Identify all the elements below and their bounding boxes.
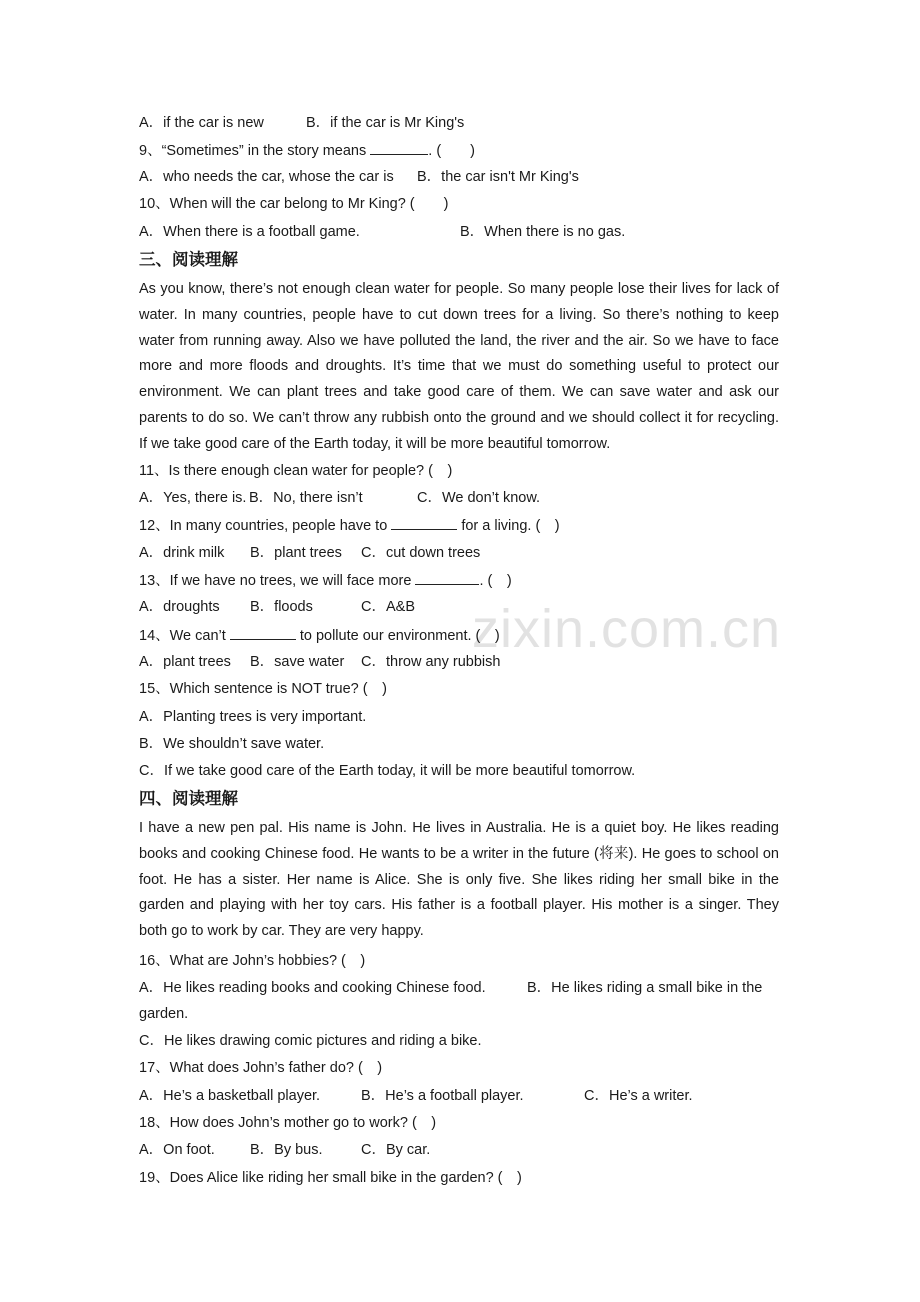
q13-options (139, 597, 415, 617)
q14-options (139, 652, 501, 672)
q15-option-b: B．We shouldn’t save water. (139, 736, 325, 752)
q17-stem: 17、What does John’s father do? ( ) (139, 1060, 383, 1076)
q13-option-a: A．droughts (139, 599, 220, 615)
q11-option-c: C．We don’t know. (417, 490, 541, 506)
q12-option-a: A．drink milk (139, 545, 225, 561)
q15-option-c: C．If we take good care of the Earth today, it will be more beautiful tomorrow. (139, 763, 636, 779)
q13-option-b: B．floods (250, 599, 313, 615)
q11-options (139, 488, 541, 508)
q18-stem: 18、How does John’s mother go to work? ( ) (139, 1115, 437, 1131)
answer-blank (230, 625, 296, 640)
q16-stem: 16、What are John’s hobbies? ( ) (139, 953, 366, 969)
q10-options (139, 222, 626, 242)
q16-option-a: A．He likes reading books and cooking Chinese food. (139, 980, 486, 996)
q18-option-c: C．By car. (361, 1142, 431, 1158)
q16-options-row1 (139, 978, 763, 998)
section-4-heading: 四、阅读理解 (139, 789, 238, 808)
q10-option-b: B．When there is no gas. (460, 224, 626, 240)
q12-option-c: C．cut down trees (361, 545, 481, 561)
q16-option-c: C．He likes drawing comic pictures and riding a bike. (139, 1033, 482, 1049)
q14-option-b: B．save water (250, 654, 345, 670)
q16-option-b: B．He likes riding a small bike in the (527, 980, 763, 996)
q17-option-b: B．He’s a football player. (361, 1088, 524, 1104)
q19-stem: 19、Does Alice like riding her small bike in the garden? ( ) (139, 1170, 522, 1186)
q13-stem: 13、If we have no trees, we will face more . ( ) (139, 570, 512, 591)
answer-blank (391, 515, 457, 530)
q12-option-b: B．plant trees (250, 545, 342, 561)
q14-option-a: A．plant trees (139, 654, 231, 670)
q12-options (139, 543, 481, 563)
q13-option-c: C．A&B (361, 599, 415, 615)
q8-options (139, 113, 465, 133)
q11-option-a: A．Yes, there is. (139, 490, 247, 506)
q9-option-a: A．who needs the car, whose the car is (139, 169, 394, 185)
q18-options (139, 1140, 431, 1160)
q10-stem: 10、When will the car belong to Mr King? ( ) (139, 196, 449, 212)
answer-blank (370, 140, 428, 155)
q16-option-b-cont: garden. (139, 1006, 189, 1022)
q14-stem: 14、We can’t to pollute our environment. ( ) (139, 625, 500, 646)
q9-stem: 9、“Sometimes” in the story means . ( ) (139, 140, 475, 161)
section-3-heading: 三、阅读理解 (139, 250, 238, 269)
section-3-passage: As you know, there’s not enough clean water for people. So many people lose their lives for lack of water. In many countries, people have to cut down trees for a living. So there’s nothing to keep water from running away. Also we have polluted the land, the river and the air. So we have to face more and more floods and droughts. It’s time that we must do something useful to protect our environment. We can plant trees and take good care of them. We can save water and ask our parents to do so. We can’t throw any rubbish onto the ground and we should collect it for recycling. If we take good care of the Earth today, it will be more beautiful tomorrow. (139, 281, 779, 452)
q9-option-b: B．the car isn't Mr King's (417, 169, 579, 185)
q15-option-a: A．Planting trees is very important. (139, 709, 367, 725)
q18-option-b: B．By bus. (250, 1142, 323, 1158)
q10-option-a: A．When there is a football game. (139, 224, 360, 240)
q14-option-c: C．throw any rubbish (361, 654, 501, 670)
q9-options (139, 167, 579, 187)
q18-option-a: A．On foot. (139, 1142, 215, 1158)
q17-option-a: A．He’s a basketball player. (139, 1088, 321, 1104)
q17-options (139, 1086, 693, 1106)
watermark: zixin.com.cn (472, 599, 782, 659)
q8-option-a: A．if the car is new (139, 115, 264, 131)
q11-stem: 11、Is there enough clean water for people? ( ) (139, 463, 453, 479)
answer-blank (415, 570, 479, 585)
q11-option-b: B．No, there isn’t (249, 490, 363, 506)
section-4-passage: I have a new pen pal. His name is John. He lives in Australia. He is a quiet boy. He likes reading books and cooking Chinese food. He wants to be a writer in the future (将来). He goes to school on foot. He has a sister. Her name is Alice. She is only five. She likes riding her small bike in the garden and playing with her toy cars. His father is a football player. His mother is a singer. They both go to work by car. They are very happy. (139, 820, 779, 940)
q17-option-c: C．He’s a writer. (584, 1088, 693, 1104)
q15-stem: 15、Which sentence is NOT true? ( ) (139, 681, 387, 697)
q8-option-b: B．if the car is Mr King's (306, 115, 465, 131)
q12-stem: 12、In many countries, people have to for a living. ( ) (139, 515, 560, 536)
